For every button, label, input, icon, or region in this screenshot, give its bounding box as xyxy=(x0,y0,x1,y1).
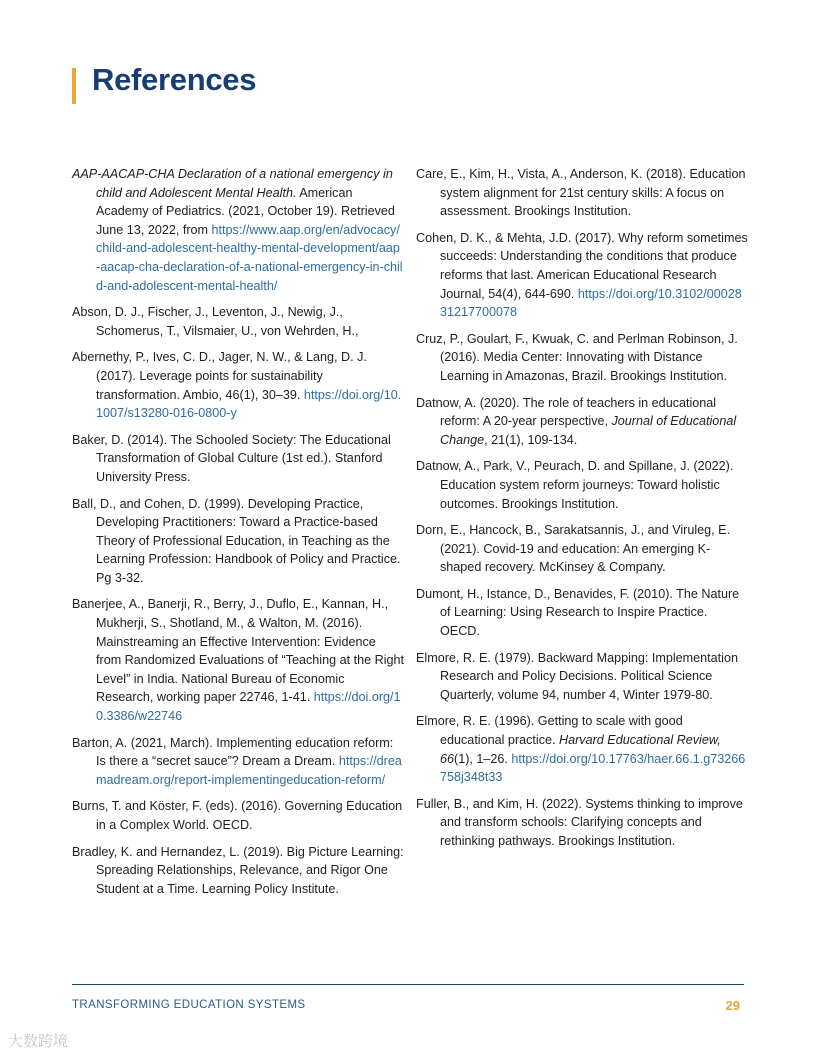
watermark-text: 大数跨境 xyxy=(8,1033,69,1050)
reference-text: Banerjee, A., Banerji, R., Berry, J., Duflo, E., Kannan, H., Mukherji, S., Shotland, M., & Walton, M. (2016). Mainstreaming an Effective Intervention: Evidence from Randomized Evaluations of “Teaching at the Right Level” in India. National Bureau of Economic Research, working paper 22746, 1-41. xyxy=(72,597,405,705)
reference-text: Baker, D. (2014). The Schooled Society: The Educational Transformation of Global Culture (1st ed.). Stanford University Press. xyxy=(72,432,391,484)
reference-entry xyxy=(416,795,748,851)
reference-link[interactable]: https://www.aap.org/en/advocacy/child-and-adolescent-healthy-mental-development/aap-aacap-cha-declaration-of-a-national-emergency-in-child-and-adolescent-mental-health/ xyxy=(96,222,403,293)
reference-text: Dorn, E., Hancock, B., Sarakatsannis, J., and Viruleg, E. (2021). Covid-19 and education: An emerging K-shaped recovery. McKinsey & Company. xyxy=(416,523,731,575)
reference-text: Datnow, A. (2020). The role of teachers in educational reform: A 20-year perspective, xyxy=(416,395,717,429)
reference-text: Cohen, D. K., & Mehta, J.D. (2017). Why reform sometimes succeeds: Understanding the conditions that produce reforms that last. American Educational Research Journal, 54(4), 644-690. xyxy=(416,230,748,301)
reference-entry xyxy=(72,303,404,340)
reference-text: Ball, D., and Cohen, D. (1999). Developing Practice, Developing Practitioners: Toward a Practice-based Theory of Professional Education, in Teaching as the Learning Profession: Handbook of Policy and Practice. Pg 3-32. xyxy=(72,496,401,585)
reference-entry xyxy=(416,229,748,322)
title-accent-bar xyxy=(72,68,76,104)
reference-entry xyxy=(416,521,748,577)
reference-entry xyxy=(72,843,404,899)
reference-text: Bradley, K. and Hernandez, L. (2019). Big Picture Learning: Spreading Relationships, Relevance, and Rigor One Student at a Time. Learning Policy Institute. xyxy=(72,844,404,896)
reference-entry xyxy=(416,712,748,786)
reference-link[interactable]: https://doi.org/10.3386/w22746 xyxy=(96,690,401,724)
reference-text: Datnow, A., Park, V., Peurach, D. and Spillane, J. (2022). Education system reform journeys: Toward holistic outcomes. Brookings Institution. xyxy=(416,459,734,511)
reference-text: Dumont, H., Istance, D., Benavides, F. (2010). The Nature of Learning: Using Research to Inspire Practice. OECD. xyxy=(416,586,740,639)
footer-divider xyxy=(72,984,744,985)
page-number: 29 xyxy=(725,998,740,1013)
references-right-column xyxy=(416,165,748,859)
page-title: References xyxy=(92,62,257,97)
reference-text: , 21(1), 109-134. xyxy=(484,432,578,447)
reference-italic-text: Harvard Educational Review, 66 xyxy=(440,733,721,766)
reference-link[interactable]: https://dreamadream.org/report-implementingeducation-reform/ xyxy=(96,754,402,787)
reference-text: Burns, T. and Köster, F. (eds). (2016). Governing Education in a Complex World. OECD. xyxy=(72,799,403,832)
reference-entry xyxy=(72,797,404,834)
reference-text: Cruz, P., Goulart, F., Kwuak, C. and Perlman Robinson, J. (2016). Media Center: Innovating with Distance Learning in Amazonas, Brazil. Brookings Institution. xyxy=(416,331,738,383)
reference-text: Elmore, R. E. (1996). Getting to scale with good educational practice. xyxy=(416,714,683,748)
reference-entry xyxy=(416,585,748,641)
reference-text: (1), 1–26. xyxy=(454,751,512,766)
reference-entry xyxy=(72,165,404,295)
reference-text: Abernethy, P., Ives, C. D., Jager, N. W., & Lang, D. J. (2017). Leverage points for sustainability transformation. Ambio, 46(1), 30–39. xyxy=(72,350,367,402)
reference-entry xyxy=(72,595,404,725)
reference-text: Elmore, R. E. (1979). Backward Mapping: Implementation Research and Policy Decisions. Political Science Quarterly, volume 94, number 4, Winter 1979-80. xyxy=(416,650,738,702)
reference-italic-text: AAP-AACAP-CHA Declaration of a national emergency in child and Adolescent Mental Health. xyxy=(72,167,393,200)
reference-entry xyxy=(72,431,404,487)
reference-link[interactable]: https://doi.org/10.1007/s13280-016-0800-y xyxy=(96,387,402,421)
reference-entry xyxy=(416,457,748,513)
reference-entry xyxy=(72,734,404,790)
reference-italic-text: Journal of Educational Change xyxy=(440,414,737,447)
reference-link[interactable]: https://doi.org/10.3102/0002831217700078 xyxy=(440,286,742,320)
references-left-column xyxy=(72,165,404,906)
reference-entry xyxy=(416,394,748,450)
reference-link[interactable]: https://doi.org/10.17763/haer.66.1.g73266758j348t33 xyxy=(440,751,746,785)
footer-document-title: TRANSFORMING EDUCATION SYSTEMS xyxy=(72,999,306,1011)
reference-entry xyxy=(416,330,748,386)
reference-text: Care, E., Kim, H., Vista, A., Anderson, K. (2018). Education system alignment for 21st century skills: A focus on assessment. Brookings Institution. xyxy=(416,167,746,219)
reference-entry xyxy=(72,348,404,422)
reference-entry xyxy=(416,165,748,221)
reference-text: Barton, A. (2021, March). Implementing education reform: Is there a “secret sauce”? Dream a Dream. xyxy=(72,735,394,769)
reference-text: Fuller, B., and Kim, H. (2022). Systems thinking to improve and transform schools: Clarifying concepts and rethinking pathways. Brookings Institution. xyxy=(416,796,743,848)
reference-text: American Academy of Pediatrics. (2021, October 19). Retrieved June 13, 2022, from xyxy=(96,185,395,237)
reference-text: Abson, D. J., Fischer, J., Leventon, J., Newig, J., Schomerus, T., Vilsmaier, U., von Wehrden, H., xyxy=(72,305,359,338)
reference-entry xyxy=(416,649,748,705)
reference-entry xyxy=(72,495,404,588)
